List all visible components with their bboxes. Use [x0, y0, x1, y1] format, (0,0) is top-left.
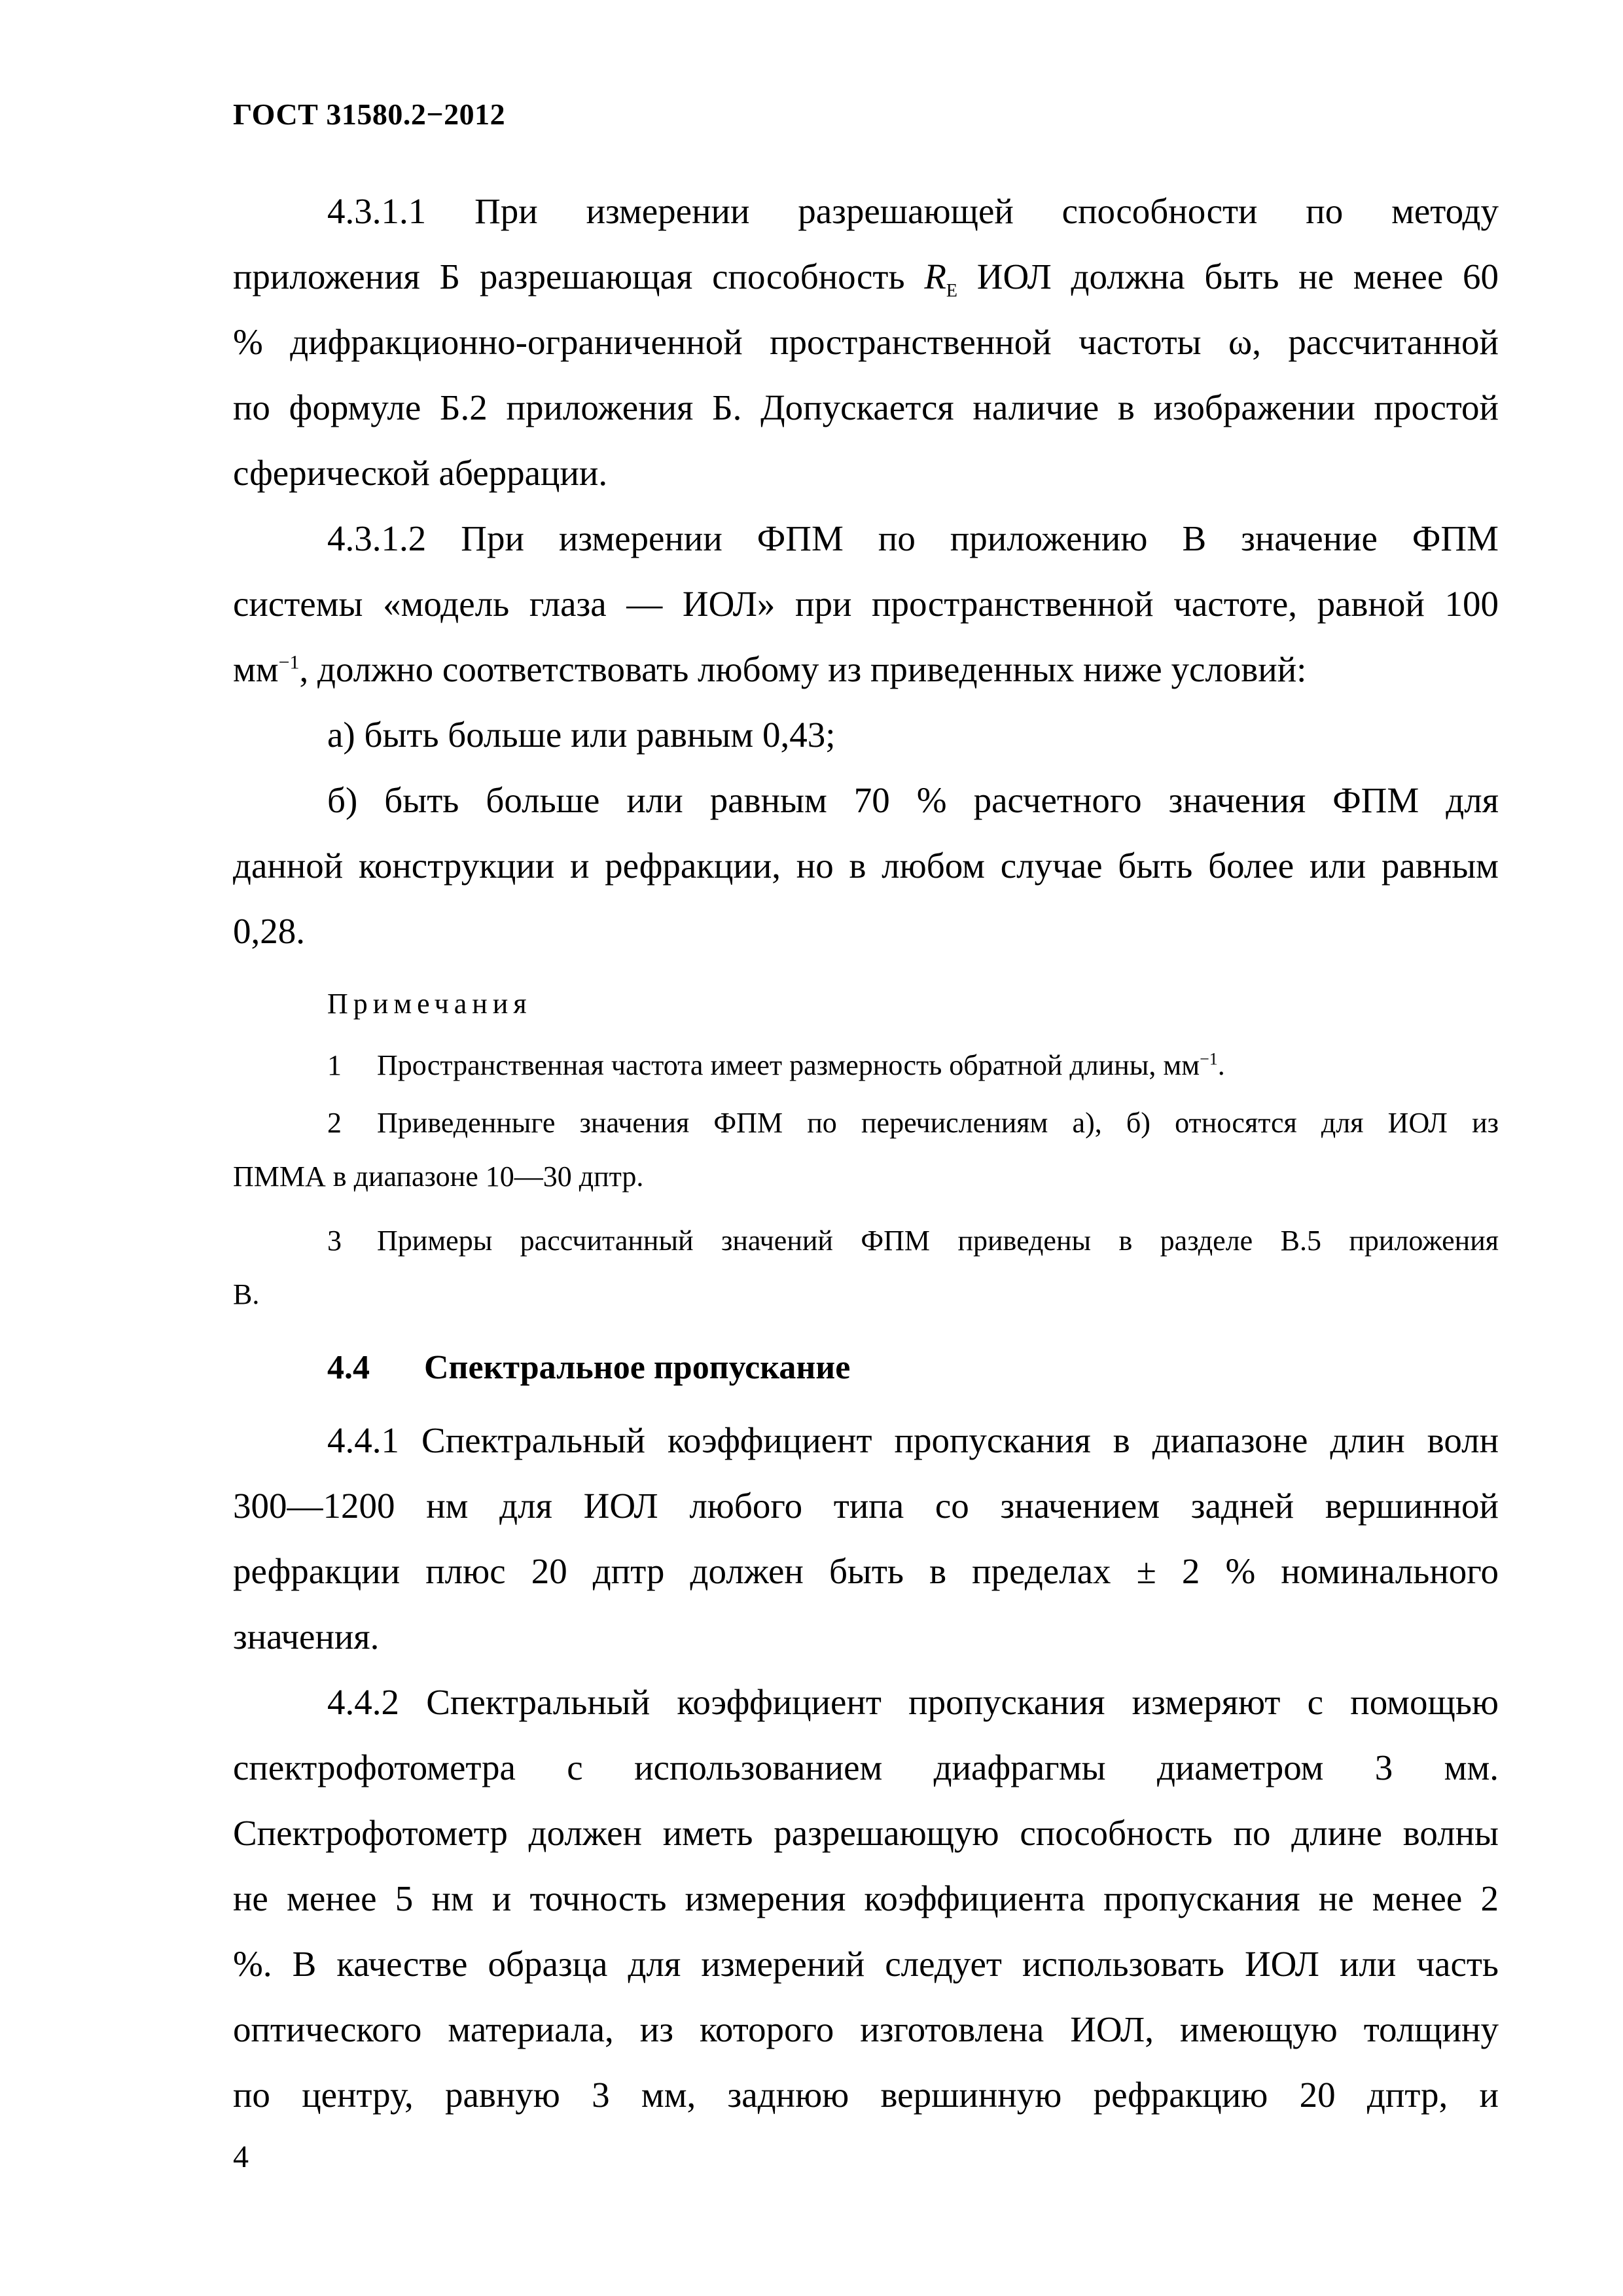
clause-442-line-6: оптического материала, из которого изготовлена ИОЛ, имеющую толщину — [233, 2009, 1499, 2049]
note-1-text: Пространственная частота имеет размерность обратной длины, мм — [377, 1049, 1200, 1081]
note-1 — [327, 1047, 1499, 1084]
page-number: 4 — [233, 2140, 249, 2174]
note-2-line-1 — [327, 1105, 1499, 1141]
standard-header: ГОСТ 31580.2−2012 — [233, 98, 506, 131]
list-item-b-line-3: 0,28. — [233, 911, 305, 951]
clause-441-line-4: значения. — [233, 1617, 380, 1657]
clause-4311-line-5: сферической аберрации. — [233, 453, 608, 493]
note-3-line-1 — [327, 1223, 1499, 1259]
clause-4311-line-2-text: приложения Б разрешающая способность — [233, 257, 925, 296]
clause-4311-line-4: по формуле Б.2 приложения Б. Допускается наличие в изображении простой — [233, 387, 1499, 427]
clause-4312-line-2: системы «модель глаза — ИОЛ» при пространственной частоте, равной 100 — [233, 584, 1499, 624]
clause-4311-line-1: 4.3.1.1 При измерении разрешающей способности по методу — [327, 191, 1499, 231]
note-3-number: 3 — [327, 1225, 342, 1257]
clause-442-line-3: Спектрофотометр должен иметь разрешающую способность по длине волны — [233, 1813, 1499, 1853]
section-title: Спектральное пропускание — [424, 1349, 851, 1386]
note-2-number: 2 — [327, 1107, 342, 1139]
resolution-symbol: R — [924, 257, 946, 296]
clause-442-line-5: %. В качестве образца для измерений следует использовать ИОЛ или часть — [233, 1944, 1499, 1984]
clause-4312-line-3-text: , должно соответствовать любому из приведенных ниже условий: — [299, 649, 1307, 689]
clause-441-line-3: рефракции плюс 20 дптр должен быть в пределах ± 2 % номинального — [233, 1551, 1499, 1591]
note-1-number: 1 — [327, 1049, 342, 1081]
section-number: 4.4 — [327, 1349, 370, 1386]
clause-4312-line-1: 4.3.1.2 При измерении ФПМ по приложению В значение ФПМ — [327, 518, 1499, 558]
list-item-a: а) быть больше или равным 0,43; — [327, 715, 836, 755]
clause-442-line-7: по центру, равную 3 мм, заднюю вершинную рефракцию 20 дптр, и — [233, 2075, 1499, 2115]
list-item-b-line-2: данной конструкции и рефракции, но в любом случае быть более или равным — [233, 846, 1499, 886]
unit-mm: мм — [233, 649, 279, 689]
clause-4311-line-2-end: ИОЛ должна быть не менее 60 — [957, 257, 1499, 296]
clause-4311-line-3: % дифракционно-ограниченной пространственной частоты ω, рассчитанной — [233, 322, 1499, 362]
list-item-b-line-1: б) быть больше или равным 70 % расчетного значения ФПМ для — [327, 780, 1499, 820]
clause-4311-line-2 — [233, 255, 1499, 301]
clause-441-line-1: 4.4.1 Спектральный коэффициент пропускания в диапазоне длин волн — [327, 1420, 1499, 1460]
clause-441-line-2: 300—1200 нм для ИОЛ любого типа со значением задней вершинной — [233, 1486, 1499, 1526]
section-heading — [327, 1348, 850, 1387]
clause-442-line-2: спектрофотометра с использованием диафрагмы диаметром 3 мм. — [233, 1748, 1499, 1787]
clause-4312-line-3 — [233, 648, 1499, 691]
note-3-text: Примеры рассчитанный значений ФПМ приведены в разделе В.5 приложения — [377, 1225, 1499, 1257]
notes-heading: Примечания — [327, 988, 532, 1020]
clause-442-line-1: 4.4.2 Спектральный коэффициент пропускания измеряют с помощью — [327, 1682, 1499, 1722]
note-1-period: . — [1217, 1049, 1225, 1081]
clause-442-line-4: не менее 5 нм и точность измерения коэффициента пропускания не менее 2 — [233, 1878, 1499, 1918]
unit-exponent: −1 — [278, 651, 300, 673]
note-1-exponent: −1 — [1200, 1049, 1218, 1069]
note-3-line-2: В. — [233, 1278, 260, 1310]
note-2-line-2: ПММА в диапазоне 10—30 дптр. — [233, 1160, 644, 1193]
note-2-text: Приведенныге значения ФПМ по перечислениям а), б) относятся для ИОЛ из — [377, 1107, 1499, 1139]
resolution-subscript: E — [946, 281, 958, 301]
